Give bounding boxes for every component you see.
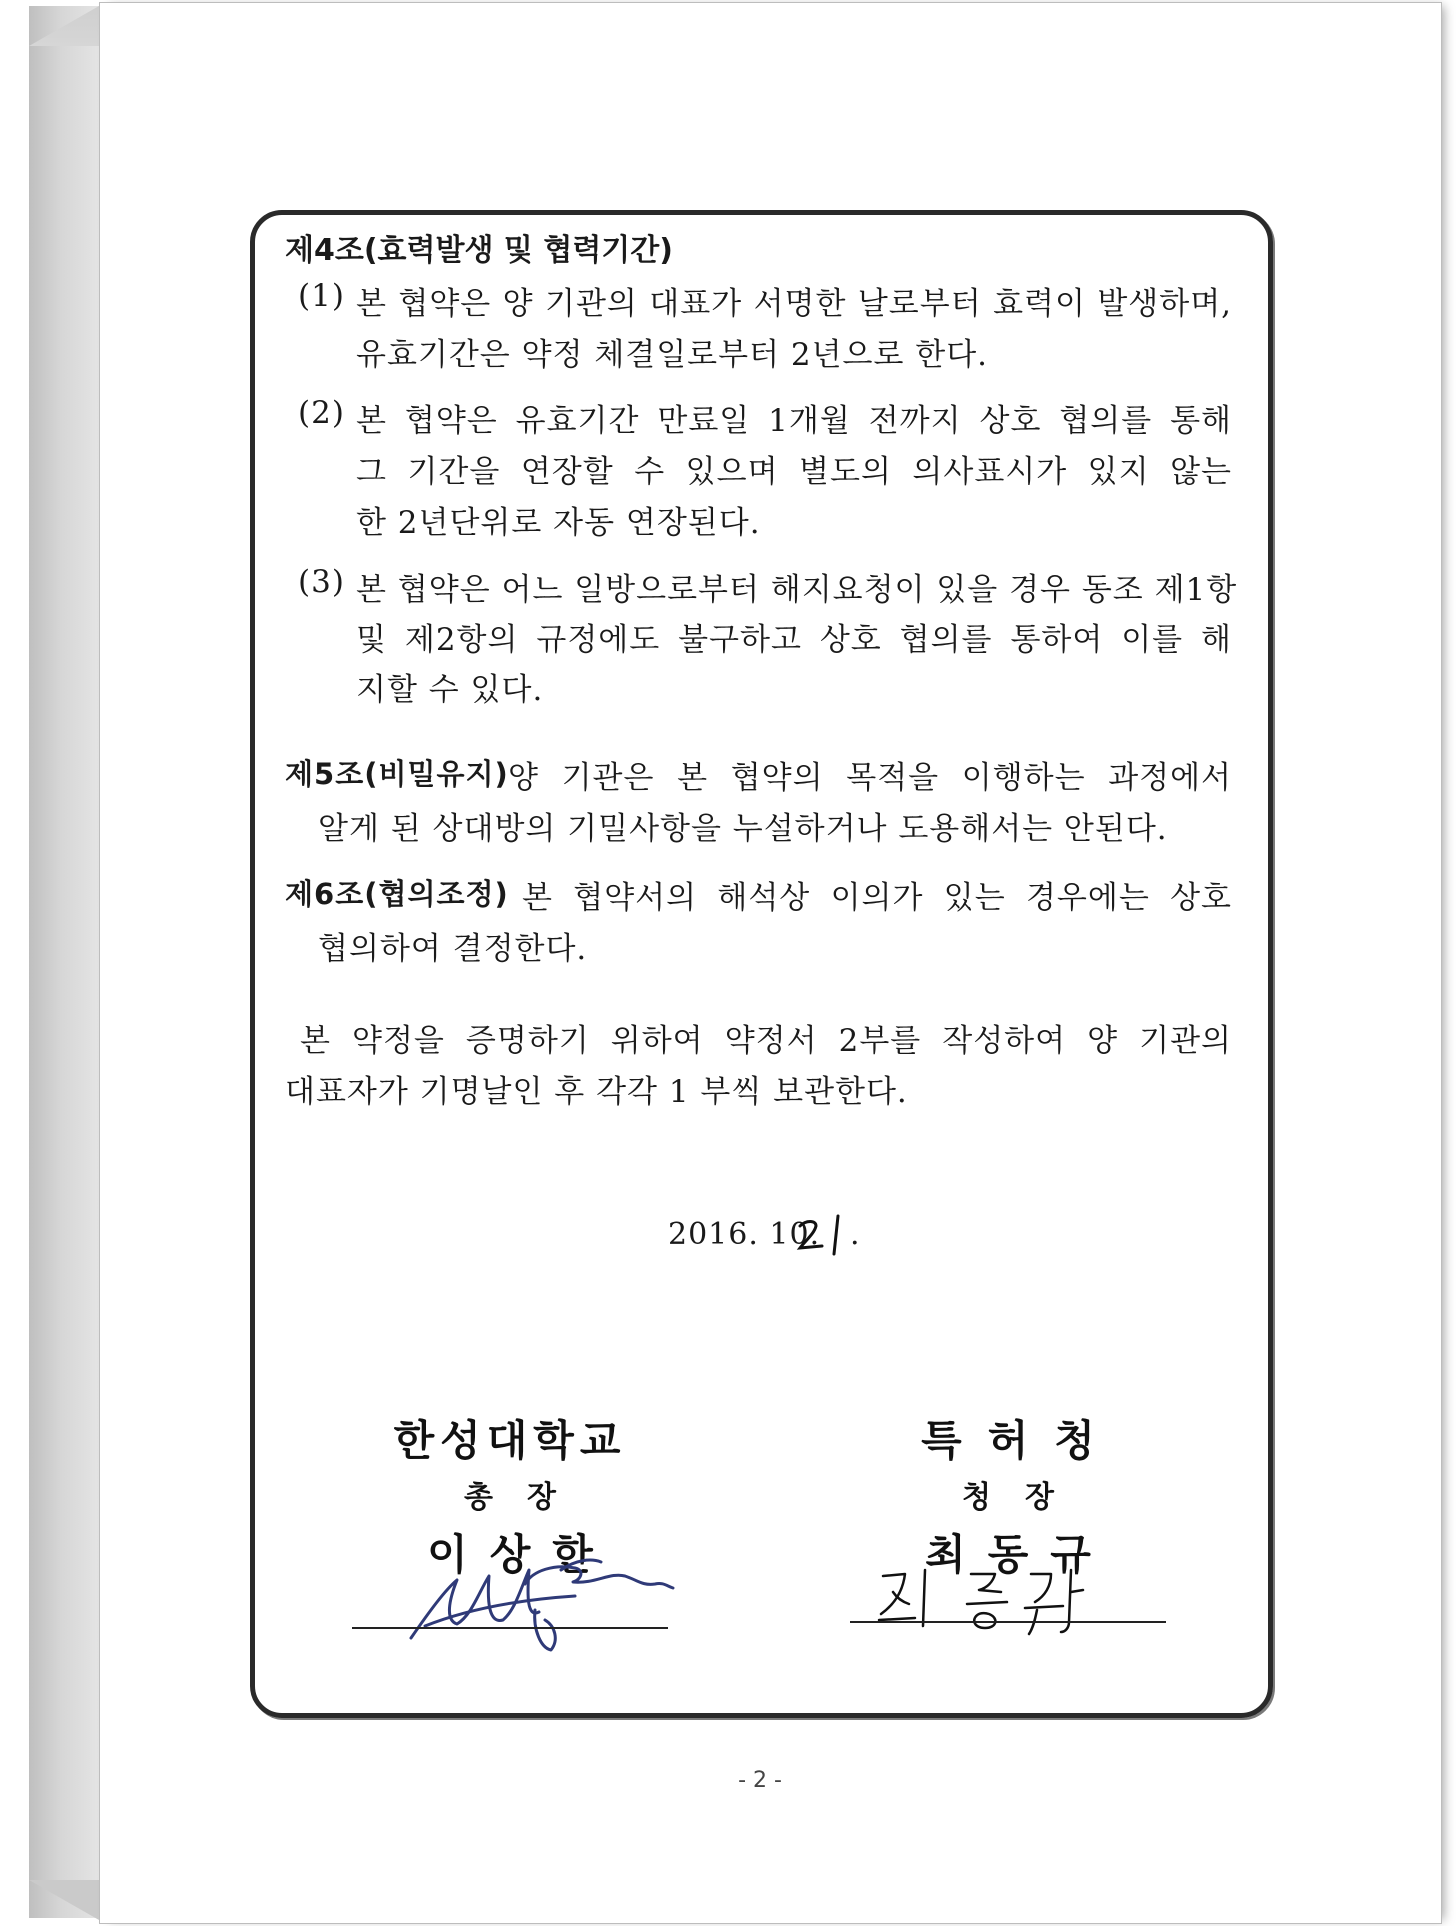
article-5-heading: 제5조(비밀유지) [285,757,509,791]
signatory-left-org: 한성대학교 [393,1416,627,1465]
signature-left [405,1540,685,1660]
signature-line-left [352,1627,668,1629]
closing-line-1: 본 약정을 증명하기 위하여 약정서 2부를 작성하여 양 기관의 [300,1023,1232,1059]
article-4-item-1-line-1: 본 협약은 양 기관의 대표가 서명한 날로부터 효력이 발생하며, [356,286,1232,322]
date-printed: 2016. 10. [668,1217,821,1252]
article-4-item-3-line-3: 지할 수 있다. [356,672,544,708]
signatory-right-role: 청장 [962,1480,1088,1515]
signatory-right-name: 최동규 [925,1530,1113,1579]
signature-right [875,1562,1095,1642]
article-4-item-1-number: (1) [298,278,345,314]
article-4-item-3-number: (3) [298,564,345,600]
article-4-heading: 제4조(효력발생 및 협력기간) [285,233,673,268]
signatory-left-role: 총장 [464,1480,590,1515]
article-4-item-1-line-2: 유효기간은 약정 체결일로부터 2년으로 한다. [356,337,989,373]
article-4-item-2-line-3: 한 2년단위로 자동 연장된다. [356,505,761,541]
article-4-item-2-number: (2) [298,395,345,431]
article-4-item-2-line-1: 본 협약은 유효기간 만료일 1개월 전까지 상호 협의를 통해 [356,403,1232,439]
signatory-left-name: 이상한 [427,1530,615,1579]
article-4-item-3-line-1: 본 협약은 어느 일방으로부터 해지요청이 있을 경우 동조 제1항 [356,572,1238,608]
signature-line-right [850,1621,1166,1623]
signatory-right-org: 특허청 [921,1416,1121,1465]
book-spine [29,6,99,1918]
date-period: . [850,1217,861,1252]
article-5-line-1: 양 기관은 본 협약의 목적을 이행하는 과정에서 [508,760,1232,796]
date-handwritten-day [796,1212,852,1258]
article-6-line-2: 협의하여 결정한다. [318,931,588,967]
article-6-line-1: 본 협약서의 해석상 이의가 있는 경우에는 상호 [522,880,1232,916]
signatory-right [888,1408,1128,1582]
closing-line-2: 대표자가 기명날인 후 각각 1 부씩 보관한다. [285,1074,908,1110]
article-4-item-3-line-2: 및 제2항의 규정에도 불구하고 상호 협의를 통하여 이를 해 [356,622,1232,658]
article-4-item-2-line-2: 그 기간을 연장할 수 있으며 별도의 의사표시가 있지 않는 [356,454,1232,490]
article-6-heading: 제6조(협의조정) [285,877,509,911]
article-5-line-2: 알게 된 상대방의 기밀사항을 누설하거나 도용해서는 안된다. [318,811,1168,847]
page-number: - 2 - [738,1768,782,1793]
